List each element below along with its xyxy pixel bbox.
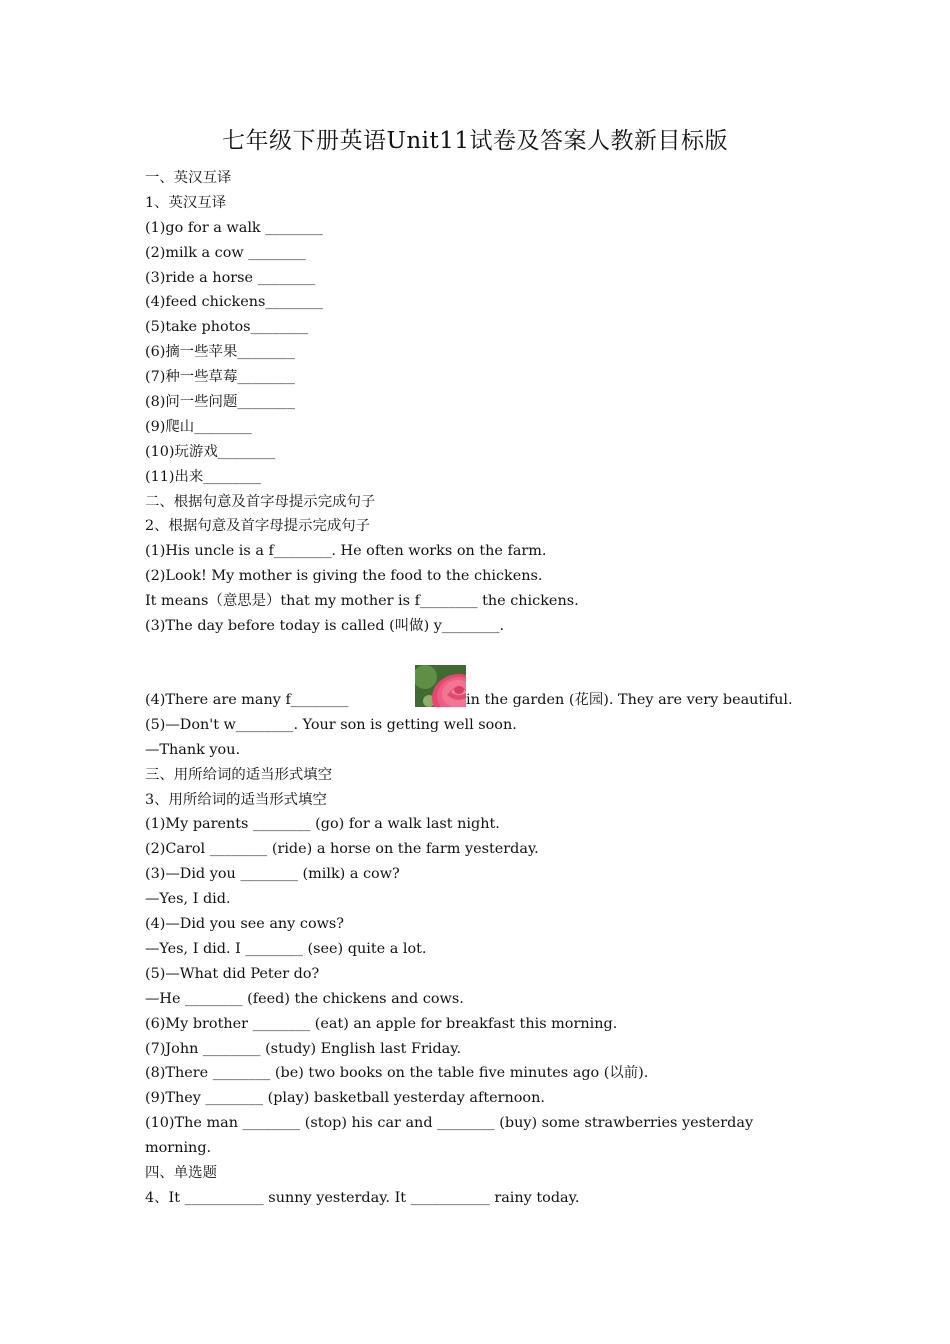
question-item: (10)玩游戏________ xyxy=(145,443,276,460)
rose-flower-photo xyxy=(378,640,466,707)
question-item: (1)go for a walk ________ xyxy=(145,219,323,236)
question-item: (9)They ________ (play) basketball yesterday afternoon. xyxy=(145,1090,545,1107)
question-item: (8)There ________ (be) two books on the table five minutes ago (以前). xyxy=(145,1065,649,1082)
question-item: (1)My parents ________ (go) for a walk last night. xyxy=(145,816,500,833)
section-heading: 二、根据句意及首字母提示完成句子 xyxy=(145,493,376,510)
question-heading: 2、根据句意及首字母提示完成句子 xyxy=(145,518,371,535)
question-item: It means（意思是）that my mother is f________ the chickens. xyxy=(145,593,579,610)
question-item: 4、It ___________ sunny yesterday. It ___________ rainy today. xyxy=(145,1189,580,1206)
question-item: (8)问一些问题________ xyxy=(145,394,295,411)
question-item-with-image xyxy=(145,639,865,713)
question-item: (3)—Did you ________ (milk) a cow? xyxy=(145,866,400,883)
question-item: (5)—Don't w________. Your son is getting well soon. xyxy=(145,716,517,733)
question-item: (5)take photos________ xyxy=(145,319,309,336)
question-item: —Yes, I did. I ________ (see) quite a lot. xyxy=(145,940,427,957)
question-item: —He ________ (feed) the chickens and cows. xyxy=(145,990,464,1007)
question-item: (6)My brother ________ (eat) an apple for breakfast this morning. xyxy=(145,1015,618,1032)
question-item-continued: morning. xyxy=(145,1140,212,1157)
section-heading: 四、单选题 xyxy=(145,1164,217,1181)
question-heading: 3、用所给词的适当形式填空 xyxy=(145,791,327,808)
question-item: (3)The day before today is called (叫做) y________. xyxy=(145,618,505,635)
question-item: —Yes, I did. xyxy=(145,891,231,908)
question-item: —Thank you. xyxy=(145,741,241,758)
question-item: (11)出来________ xyxy=(145,468,261,485)
worksheet-body xyxy=(145,166,865,1211)
page-title: 七年级下册英语Unit11试卷及答案人教新目标版 xyxy=(221,128,729,154)
question-heading: 1、英汉互译 xyxy=(145,194,227,211)
question-item: (3)ride a horse ________ xyxy=(145,269,316,286)
question-item: (4)feed chickens________ xyxy=(145,294,323,311)
question-item: (7)种一些草莓________ xyxy=(145,369,295,386)
question-item: (10)The man ________ (stop) his car and ________ (buy) some strawberries yesterday xyxy=(145,1115,754,1132)
question-text-after-image: in the garden (花园). They are very beautiful. xyxy=(466,692,793,709)
question-text-before-image: (4)There are many f________ xyxy=(145,692,353,709)
section-heading: 一、英汉互译 xyxy=(145,170,232,186)
question-item: (9)爬山________ xyxy=(145,418,252,435)
question-item: (2)Look! My mother is giving the food to the chickens. xyxy=(145,568,543,585)
section-heading: 三、用所给词的适当形式填空 xyxy=(145,766,333,783)
question-item: (2)Carol ________ (ride) a horse on the farm yesterday. xyxy=(145,841,539,858)
question-item: (1)His uncle is a f________. He often works on the farm. xyxy=(145,543,547,560)
question-item: (4)—Did you see any cows? xyxy=(145,916,345,933)
question-item: (6)摘一些苹果________ xyxy=(145,344,295,361)
question-item: (7)John ________ (study) English last Friday. xyxy=(145,1040,462,1057)
question-item: (5)—What did Peter do? xyxy=(145,965,320,982)
question-item: (2)milk a cow ________ xyxy=(145,244,306,261)
rose-icon xyxy=(415,665,466,707)
